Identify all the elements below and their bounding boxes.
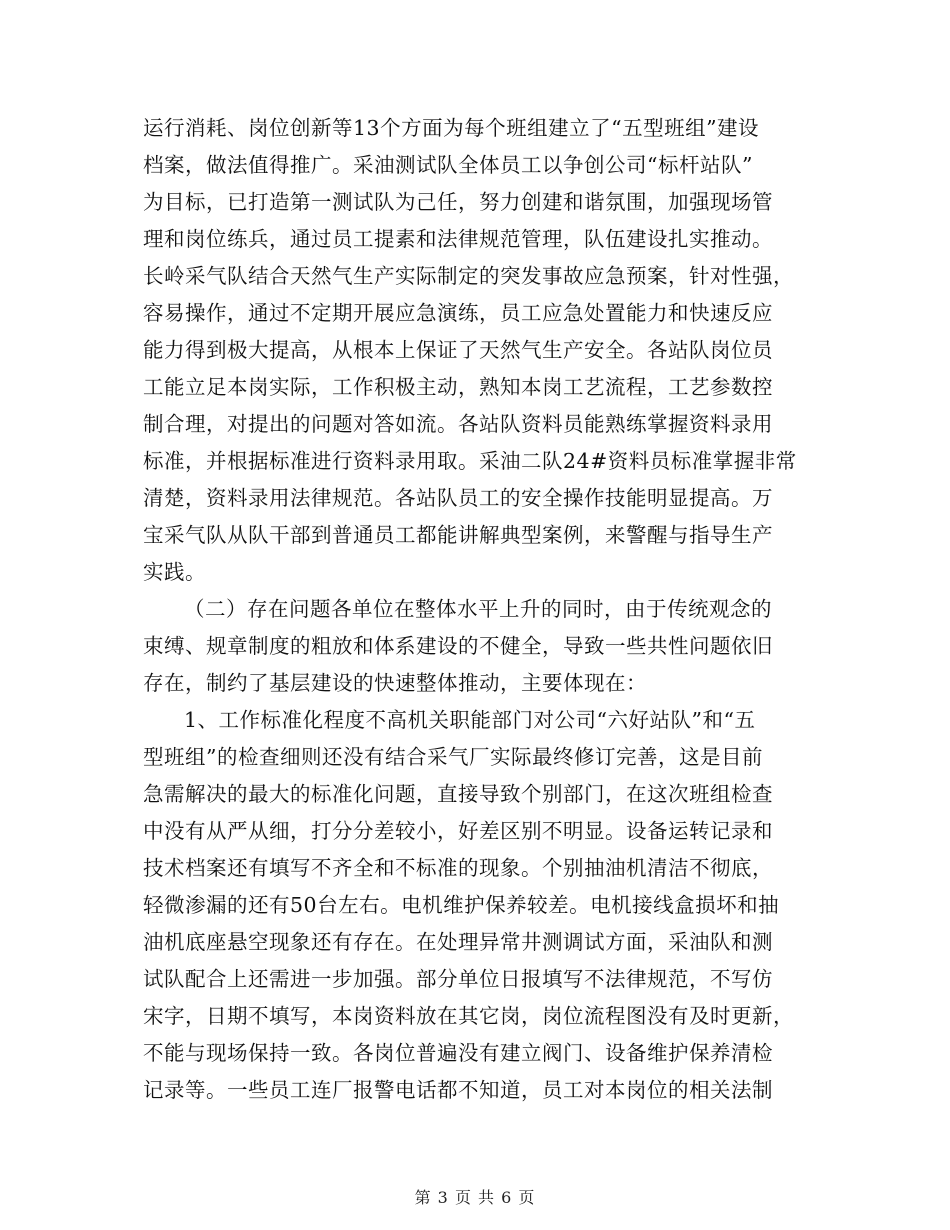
text-line: 中没有从严从细，打分分差较小，好差区别不明显。设备运转记录和	[143, 819, 773, 843]
text-line: 1、工作标准化程度不高机关职能部门对公司“六好站队”和“五	[184, 708, 756, 732]
text-line: 制合理，对提出的问题对答如流。各站队资料员能熟练掌握资料录用	[143, 412, 773, 436]
text-line: 不能与现场保持一致。各岗位普遍没有建立阀门、设备维护保养清检	[143, 1041, 773, 1065]
text-line: 档案，做法值得推广。采油测试队全体员工以争创公司“标杆站队”	[143, 153, 753, 177]
text-line: 为目标，已打造第一测试队为己任，努力创建和谐氛围，加强现场管	[143, 190, 773, 214]
text-line: 急需解决的最大的标准化问题，直接导致个别部门，在这次班组检查	[143, 782, 773, 806]
text-line: 清楚，资料录用法律规范。各站队员工的安全操作技能明显提高。万	[143, 486, 773, 510]
text-line: 理和岗位练兵，通过员工提素和法律规范管理，队伍建设扎实推动。	[143, 227, 773, 251]
text-line: 油机底座悬空现象还有存在。在处理异常井测调试方面，采油队和测	[143, 930, 773, 954]
text-line: 存在，制约了基层建设的快速整体推动，主要体现在：	[143, 671, 647, 695]
page-footer: 第 3 页 共 6 页	[414, 1188, 536, 1207]
text-line: 长岭采气队结合天然气生产实际制定的突发事故应急预案，针对性强，	[143, 264, 794, 288]
text-line: 实践。	[143, 560, 206, 584]
text-line: 轻微渗漏的还有50台左右。电机维护保养较差。电机接线盒损坏和抽	[143, 893, 780, 917]
text-line: 容易操作，通过不定期开展应急演练，员工应急处置能力和快速反应	[143, 301, 773, 325]
text-line: 宝采气队从队干部到普通员工都能讲解典型案例，来警醒与指导生产	[143, 523, 773, 547]
text-line: 标准，并根据标准进行资料录用取。采油二队24#资料员标准掌握非常	[143, 449, 797, 473]
text-line: 能力得到极大提高，从根本上保证了天然气生产安全。各站队岗位员	[143, 338, 773, 362]
text-line: 工能立足本岗实际，工作积极主动，熟知本岗工艺流程，工艺参数控	[143, 375, 773, 399]
text-line: 束缚、规章制度的粗放和体系建设的不健全，导致一些共性问题依旧	[143, 634, 773, 658]
text-line: 试队配合上还需进一步加强。部分单位日报填写不法律规范，不写仿	[143, 967, 773, 991]
text-line: 运行消耗、岗位创新等13个方面为每个班组建立了“五型班组”建设	[143, 116, 760, 140]
text-line: 记录等。一些员工连厂报警电话都不知道，员工对本岗位的相关法制	[143, 1078, 773, 1102]
text-line: 技术档案还有填写不齐全和不标准的现象。个别抽油机清洁不彻底，	[143, 856, 773, 880]
text-line: 型班组”的检查细则还没有结合采气厂实际最终修订完善，这是目前	[143, 745, 763, 769]
text-line: 宋字，日期不填写，本岗资料放在其它岗，岗位流程图没有及时更新，	[143, 1004, 794, 1028]
text-line: （二）存在问题各单位在整体水平上升的同时，由于传统观念的	[184, 597, 772, 621]
body-text	[143, 110, 813, 1109]
